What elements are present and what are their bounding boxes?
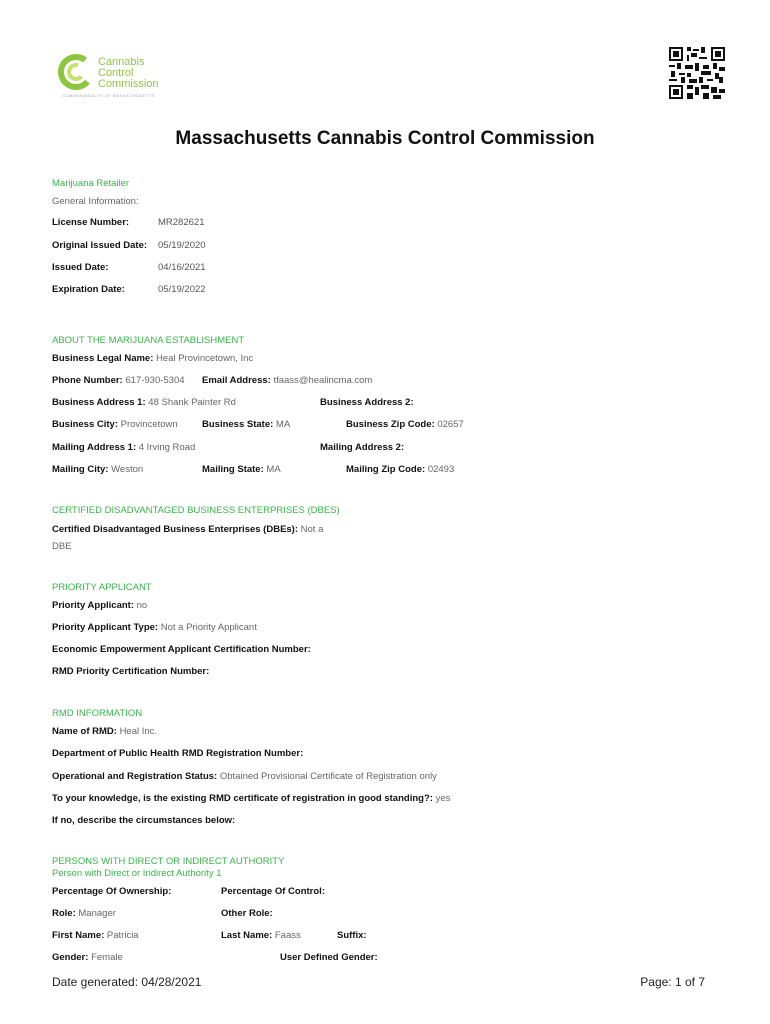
business-address-1-row — [52, 397, 236, 408]
expiration-date-label: Expiration Date: — [52, 284, 125, 295]
field-value: Not a — [300, 524, 324, 535]
mailing-address-2-row — [320, 442, 404, 453]
field-value: MA — [275, 419, 291, 430]
field-label: Mailing City: — [52, 464, 109, 475]
eea-number-row — [52, 644, 311, 655]
field-value: MA — [266, 464, 281, 475]
field-label: Business Address 2: — [320, 397, 414, 408]
mailing-state-row — [202, 464, 281, 475]
field-label: Percentage Of Control: — [221, 886, 325, 897]
business-address-2-row — [320, 397, 414, 408]
mailing-address-1-row — [52, 442, 195, 453]
section-header-priority: PRIORITY APPLICANT — [52, 582, 152, 593]
field-label: Last Name: — [221, 930, 273, 941]
field-label: Suffix: — [337, 930, 367, 941]
phone-number-row — [52, 375, 185, 386]
issued-date-value: 04/16/2021 — [158, 262, 206, 273]
field-label: If no, describe the circumstances below: — [52, 815, 236, 826]
ownership-row — [52, 886, 171, 897]
field-label: Mailing Address 2: — [320, 442, 405, 453]
field-value: yes — [435, 793, 451, 804]
business-legal-name-row — [52, 353, 253, 364]
other-role-row — [221, 908, 273, 919]
page-number: Page: 1 of 7 — [640, 975, 705, 989]
original-issued-label: Original Issued Date: — [52, 240, 148, 251]
field-label: Mailing Zip Code: — [346, 464, 426, 475]
good-standing-row — [52, 793, 450, 804]
field-value: Heal Inc. — [119, 726, 158, 737]
rmd-name-row — [52, 726, 157, 737]
mailing-zip-row — [346, 464, 454, 475]
field-label: First Name: — [52, 930, 105, 941]
priority-type-row — [52, 622, 257, 633]
issued-date-label: Issued Date: — [52, 262, 109, 273]
control-row — [221, 886, 325, 897]
section-header-establishment: ABOUT THE MARIJUANA ESTABLISHMENT — [52, 335, 245, 346]
user-defined-gender-row — [280, 952, 378, 963]
field-label: Priority Applicant: — [52, 600, 134, 611]
field-value: Obtained Provisional Certificate of Registration only — [219, 771, 437, 782]
field-label: Phone Number: — [52, 375, 123, 386]
field-value: Heal Provincetown, Inc — [156, 353, 254, 364]
field-label: Business City: — [52, 419, 118, 430]
logo-tagline: COMMONWEALTH OF MASSACHUSETTS — [62, 93, 155, 98]
field-value: no — [136, 600, 148, 611]
field-label: Business Legal Name: — [52, 353, 154, 364]
field-label: Economic Empowerment Applicant Certification Number: — [52, 644, 311, 655]
field-label: RMD Priority Certification Number: — [52, 666, 210, 677]
priority-applicant-row — [52, 600, 147, 611]
business-city-row — [52, 419, 178, 430]
field-label: Role: — [52, 908, 76, 919]
field-label: To your knowledge, is the existing RMD certificate of registration in good standing?: — [52, 793, 433, 804]
field-value: Weston — [111, 464, 144, 475]
suffix-row — [337, 930, 367, 941]
section-header-persons: PERSONS WITH DIRECT OR INDIRECT AUTHORITY — [52, 856, 285, 867]
field-label: Certified Disadvantaged Business Enterprises (DBEs): — [52, 524, 299, 535]
dbe-row — [52, 524, 323, 535]
qr-code-icon — [669, 47, 725, 99]
first-name-row — [52, 930, 139, 941]
dbe-value-continued: DBE — [52, 541, 72, 552]
license-number-label: License Number: — [52, 217, 130, 228]
business-state-row — [202, 419, 290, 430]
field-label: Business Address 1: — [52, 397, 146, 408]
field-value: Manager — [78, 908, 116, 919]
field-value: tfaass@healincma.com — [273, 375, 373, 386]
email-address-row — [202, 375, 372, 386]
field-value: Patricia — [106, 930, 139, 941]
registration-status-row — [52, 771, 437, 782]
field-label: Department of Public Health RMD Registration Number: — [52, 748, 304, 759]
field-value: 617-930-5304 — [125, 375, 185, 386]
rmd-priority-number-row — [52, 666, 209, 677]
field-label: Business Zip Code: — [346, 419, 435, 430]
field-value: Female — [91, 952, 123, 963]
field-label: Gender: — [52, 952, 89, 963]
field-value: 02493 — [427, 464, 455, 475]
section-header-dbe: CERTIFIED DISADVANTAGED BUSINESS ENTERPRISES (DBES) — [52, 505, 340, 516]
field-value: 02657 — [437, 419, 464, 430]
license-number-value: MR282621 — [158, 217, 205, 228]
role-row — [52, 908, 116, 919]
field-label: Priority Applicant Type: — [52, 622, 159, 633]
field-label: Email Address: — [202, 375, 271, 386]
field-label: Operational and Registration Status: — [52, 771, 218, 782]
field-label: Mailing Address 1: — [52, 442, 137, 453]
expiration-date-value: 05/19/2022 — [158, 284, 206, 295]
original-issued-value: 05/19/2020 — [158, 240, 206, 251]
field-value: Not a Priority Applicant — [160, 622, 257, 633]
license-type: Marijuana Retailer — [52, 178, 130, 189]
page-title: Massachusetts Cannabis Control Commission — [175, 128, 595, 149]
business-zip-row — [346, 419, 464, 430]
field-value: 4 Irving Road — [138, 442, 196, 453]
general-info-label: General Information: — [52, 196, 139, 207]
logo-wordmark: Cannabis Control Commission — [98, 56, 159, 90]
last-name-row — [221, 930, 301, 941]
field-label: User Defined Gender: — [280, 952, 378, 963]
field-label: Percentage Of Ownership: — [52, 886, 172, 897]
field-value: Provincetown — [120, 419, 178, 430]
field-label: Business State: — [202, 419, 274, 430]
section-header-rmd: RMD INFORMATION — [52, 708, 143, 719]
field-value: Faass — [274, 930, 301, 941]
mailing-city-row — [52, 464, 143, 475]
field-label: Other Role: — [221, 908, 273, 919]
dph-registration-row — [52, 748, 303, 759]
field-label: Mailing State: — [202, 464, 264, 475]
date-generated: Date generated: 04/28/2021 — [52, 975, 202, 989]
describe-circumstances-row — [52, 815, 235, 826]
field-value: 48 Shank Painter Rd — [148, 397, 236, 408]
gender-row — [52, 952, 123, 963]
field-label: Name of RMD: — [52, 726, 117, 737]
person-subheader: Person with Direct or Indirect Authority 1 — [52, 868, 222, 879]
